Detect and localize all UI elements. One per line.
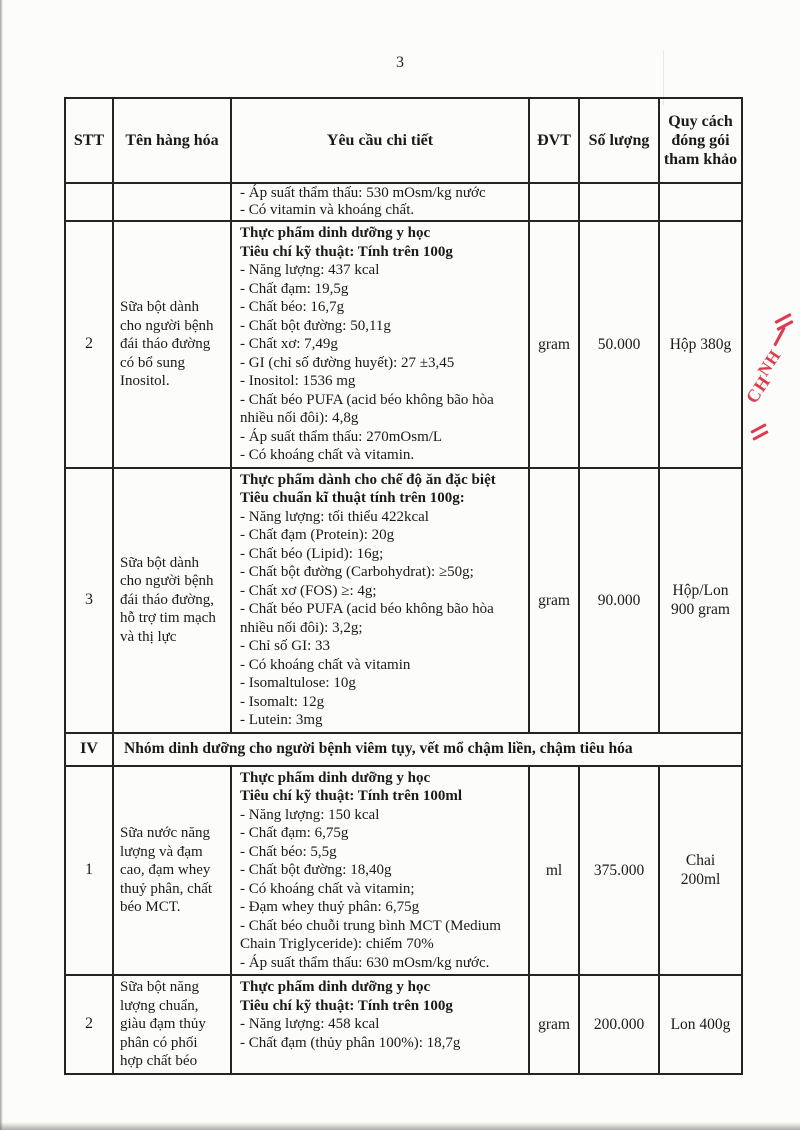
item-name [113,183,231,221]
detail-line: - Chất đạm: 6,75g [240,825,349,841]
item-stt: 2 [65,221,113,468]
item-package [659,183,742,221]
detail-line: - Năng lượng: 458 kcal [240,1016,380,1032]
detail-line: - Có khoáng chất và vitamin. [240,447,415,463]
table-header-row [65,98,742,183]
detail-line: - Chất xơ (FOS) ≥: 4g; [240,582,377,599]
detail-line: - Isomalt: 12g [240,693,325,710]
package-line: Chai [685,852,716,870]
detail-line: - Chất béo: 5,5g [240,843,337,860]
item-unit: gram [529,221,579,468]
detail-line: - Đạm whey thuỷ phân: 6,75g [240,899,420,915]
red-stamp-fragment [742,305,800,465]
item-row [65,221,742,468]
scan-bottom-shade [0,1122,800,1130]
detail-line: - Chất bột đường: 50,11g [240,317,391,334]
item-name: Sữa bột dành cho người bệnh đái tháo đường, hỗ trợ tim mạch và thị lực [113,468,231,733]
item-name: Sữa bột năng lượng chuẩn, giàu đạm thủy phân có phối hợp chất béo [113,975,231,1074]
detail-line: - Có khoáng chất và vitamin; [240,880,415,897]
column-header-4: Số lượng [579,98,659,183]
column-header-5: Quy cách đóng gói tham khảo [659,98,742,183]
detail-line: - GI (chỉ số đường huyết): 27 ±3,45 [240,354,455,371]
item-package [659,221,742,468]
detail-line: - Inositol: 1536 mg [240,373,356,389]
package-line: 200ml [680,871,721,889]
package-line: Lon 400g [670,1015,731,1033]
detail-line: - Có vitamin và khoáng chất. [240,201,415,218]
page-number: 3 [396,54,404,71]
item-row [65,766,742,976]
item-quantity: 50.000 [579,221,659,468]
detail-heading-line: Tiêu chí kỹ thuật: Tính trên 100ml [240,788,462,804]
detail-heading-line: Tiêu chí kỹ thuật: Tính trên 100g [240,997,453,1014]
detail-line: - Năng lượng: 437 kcal [240,262,380,278]
item-details [231,221,529,468]
item-row [65,975,742,1074]
detail-line: - Áp suất thẩm thấu: 630 mOsm/kg nước. [240,954,490,971]
stamp-stroke [774,313,791,324]
item-quantity: 200.000 [579,975,659,1074]
detail-line: - Năng lượng: 150 kcal [240,806,380,823]
item-name: Sữa nước năng lượng và đạm cao, đạm whey thuỷ phân, chất béo MCT. [113,766,231,976]
item-quantity: 375.000 [579,766,659,976]
scan-left-edge [0,0,3,1130]
column-header-3: ĐVT [529,98,579,183]
detail-line: - Lutein: 3mg [240,712,323,728]
stamp-stroke [752,430,768,441]
item-package [659,468,742,733]
column-header-2: Yêu cầu chi tiết [231,98,529,183]
section-row [65,733,742,766]
item-row [65,468,742,733]
stamp-letters-upper: NH [753,346,785,380]
detail-line: - Chỉ số GI: 33 [240,638,330,654]
item-name: Sữa bột dành cho người bệnh đái tháo đường có bổ sung Inositol. [113,221,231,468]
detail-line: - Chất béo chuỗi trung bình MCT (Medium Chain Triglyceride): chiếm 70% [240,917,501,952]
detail-line: - Có khoáng chất và vitamin [240,656,411,673]
detail-line: - Chất đạm (Protein): 20g [240,527,395,543]
item-details [231,468,529,733]
item-details [231,766,529,976]
item-row [65,183,742,221]
detail-line: - Chất béo (Lipid): 16g; [240,545,384,562]
item-stt: 1 [65,766,113,976]
detail-line: - Chất đạm: 19,5g [240,280,349,297]
item-stt [65,183,113,221]
detail-line: - Chất béo PUFA (acid béo không bão hòa nhiều nối đôi): 4,8g [240,391,494,426]
item-details [231,975,529,1074]
scan-crease-line [663,50,664,105]
detail-line: - Chất bột đường (Carbohydrat): ≥50g; [240,564,474,580]
detail-heading-line: Thực phẩm dinh dưỡng y học [240,769,431,786]
stamp-stroke [773,327,786,347]
package-line: Hộp 380g [669,335,732,353]
section-title: Nhóm dinh dưỡng cho người bệnh viêm tụy, vết mổ chậm liền, chậm tiêu hóa [113,733,742,766]
detail-heading-line: Thực phẩm dành cho chế độ ăn đặc biệt [240,471,496,488]
item-unit: gram [529,975,579,1074]
detail-heading-line: Tiêu chí kỹ thuật: Tính trên 100g [240,243,453,260]
detail-line: - Áp suất thẩm thấu: 530 mOsm/kg nước [240,185,486,201]
item-unit: ml [529,766,579,976]
detail-line: - Chất đạm (thủy phân 100%): 18,7g [240,1034,461,1051]
section-number: IV [65,733,113,766]
detail-line: - Năng lượng: tối thiểu 422kcal [240,508,429,525]
item-stt: 2 [65,975,113,1074]
item-package [659,975,742,1074]
column-header-1: Tên hàng hóa [113,98,231,183]
detail-line: - Áp suất thẩm thấu: 270mOsm/L [240,428,443,445]
item-quantity: 90.000 [579,468,659,733]
stamp-stroke [776,320,793,331]
stamp-letters-lower: CH [741,371,775,407]
procurement-table [64,97,743,1075]
stamp-stroke [750,423,766,434]
detail-line: - Chất xơ: 7,49g [240,336,338,352]
item-unit [529,183,579,221]
column-header-0: STT [65,98,113,183]
item-quantity [579,183,659,221]
detail-line: - Chất béo PUFA (acid béo không bão hòa nhiều nối đôi): 3,2g; [240,601,494,636]
detail-heading-line: Tiêu chuẩn kĩ thuật tính trên 100g: [240,490,465,506]
detail-heading-line: Thực phẩm dinh dưỡng y học [240,979,431,995]
item-package [659,766,742,976]
item-details [231,183,529,221]
detail-line: - Isomaltulose: 10g [240,675,356,691]
item-stt: 3 [65,468,113,733]
package-line: Hộp/Lon [672,582,729,599]
package-line: 900 gram [671,601,730,618]
detail-line: - Chất béo: 16,7g [240,299,345,315]
item-unit: gram [529,468,579,733]
detail-line: - Chất bột đường: 18,40g [240,862,392,878]
detail-heading-line: Thực phẩm dinh dưỡng y học [240,225,431,241]
